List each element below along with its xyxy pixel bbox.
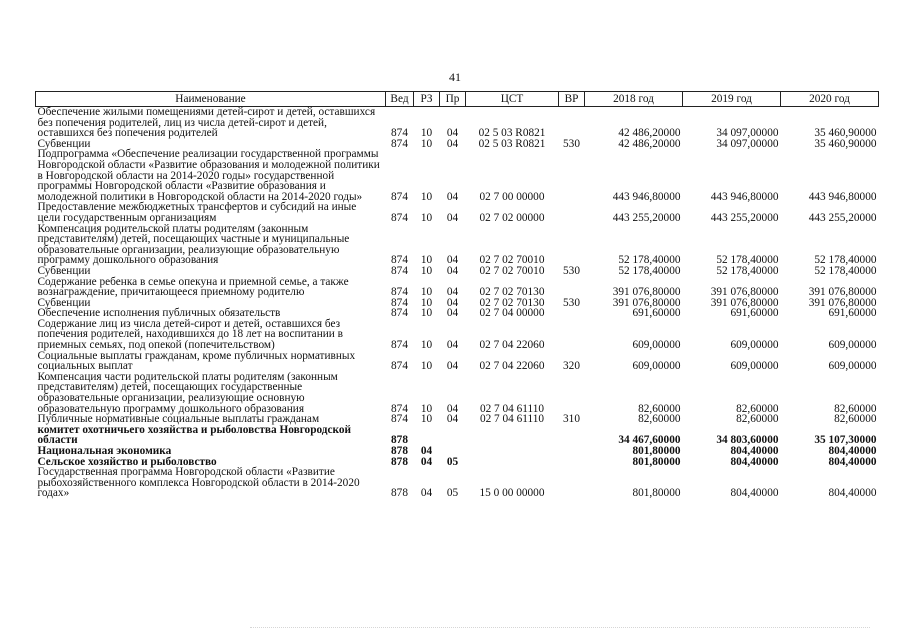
cell-2018: 34 467,60000 [618, 434, 681, 447]
cell-name: Сельское хозяйство и рыболовство [37, 455, 217, 468]
cell-rz: 10 [420, 286, 433, 299]
table-row [36, 425, 879, 446]
cell-2019: 391 076,80000 [710, 296, 779, 309]
cell-name: Содержание ребенка в семье опекуна и приемной семье, а также вознаграждение, причитающееся приемному родителю [37, 275, 349, 299]
cell-pr: 04 [446, 339, 459, 352]
cell-name: Обеспечение исполнения публичных обязательств [37, 307, 281, 320]
cell-vr [559, 425, 585, 446]
cell-2020: 82,60000 [834, 413, 877, 426]
cell-2019: 34 803,60000 [716, 434, 779, 447]
cell-2018: 42 486,20000 [618, 127, 681, 140]
cell-rz: 10 [420, 296, 433, 309]
cell-pr: 05 [446, 487, 459, 500]
cell-2020: 691,60000 [828, 307, 877, 320]
cell-ved: 874 [391, 307, 408, 320]
cell-2020: 804,40000 [828, 487, 877, 500]
cell-cst: 02 5 03 R0821 [478, 137, 546, 150]
cell-ved: 874 [391, 264, 408, 277]
table-header-row [36, 92, 879, 107]
cell-2018: 609,00000 [632, 339, 681, 352]
table-row [36, 149, 879, 202]
header-pr: Пр [440, 92, 466, 107]
cell-cst: 02 7 04 22060 [479, 339, 545, 352]
cell-rz [414, 425, 440, 446]
table-row [36, 467, 879, 499]
cell-2020: 804,40000 [828, 455, 877, 468]
cell-name: Предоставление межбюджетных трансфертов и субсидий на иные цели государственным организациям [37, 201, 357, 224]
cell-name: Компенсация части родительской платы родителям (законным представителям) детей, посещающих государственные образовательные организации, реализующие основную образовательную программу дошкольного образования [37, 370, 338, 415]
table-row [36, 351, 879, 372]
cell-name: Социальные выплаты гражданам, кроме публичных нормативных социальных выплат [37, 349, 356, 373]
cell-vr [559, 224, 585, 266]
cell-pr: 04 [446, 137, 459, 150]
cell-ved: 874 [391, 402, 408, 415]
cell-vr: 530 [563, 137, 580, 150]
cell-ved: 874 [391, 296, 408, 309]
cell-rz: 04 [420, 455, 433, 468]
cell-pr: 04 [446, 286, 459, 299]
cell-pr: 04 [446, 307, 459, 320]
cell-cst [466, 457, 559, 468]
cell-2019: 609,00000 [730, 339, 779, 352]
cell-ved: 874 [391, 360, 408, 373]
cell-vr: 310 [563, 413, 580, 426]
cell-name: Компенсация родительской платы родителям (законным представителям) детей, посещающих частные и муниципальные образовательные организации, реализующие образовательную программу дошкольного образования [37, 222, 350, 267]
cell-2019: 443 946,80000 [710, 190, 779, 203]
cell-ved: 874 [391, 190, 408, 203]
cell-2020: 82,60000 [834, 402, 877, 415]
cell-ved: 874 [391, 413, 408, 426]
cell-vr [559, 319, 585, 351]
cell-pr: 04 [446, 413, 459, 426]
cell-pr: 04 [446, 296, 459, 309]
cell-ved: 878 [391, 434, 408, 447]
cell-2019: 82,60000 [736, 402, 779, 415]
cell-rz: 10 [420, 264, 433, 277]
cell-2018: 391 076,80000 [612, 296, 681, 309]
cell-vr: 530 [563, 264, 580, 277]
cell-2018: 801,80000 [632, 445, 681, 457]
cell-cst: 02 7 04 61110 [479, 413, 545, 426]
cell-2019: 34 097,00000 [716, 137, 779, 150]
scan-artifact [250, 627, 870, 634]
cell-pr: 04 [446, 190, 459, 203]
cell-2020: 391 076,80000 [808, 286, 877, 299]
cell-ved: 874 [391, 339, 408, 352]
table-row [36, 107, 879, 139]
cell-cst: 02 7 02 70130 [479, 296, 545, 309]
cell-2019: 691,60000 [730, 307, 779, 320]
cell-cst: 02 7 04 00000 [479, 307, 545, 320]
cell-vr [559, 467, 585, 499]
cell-2018: 391 076,80000 [612, 286, 681, 299]
cell-vr [559, 107, 585, 139]
cell-ved: 878 [391, 487, 408, 500]
header-vr: ВР [559, 92, 585, 107]
cell-pr: 04 [446, 264, 459, 277]
cell-cst: 15 0 00 00000 [479, 487, 545, 500]
cell-name: Субвенции [37, 264, 91, 277]
cell-2020: 609,00000 [828, 360, 877, 373]
cell-vr [559, 457, 585, 468]
cell-2020: 391 076,80000 [808, 296, 877, 309]
cell-2019: 804,40000 [730, 487, 779, 500]
table-row [36, 224, 879, 266]
cell-rz: 10 [420, 190, 433, 203]
cell-ved: 874 [391, 254, 408, 267]
cell-name: Субвенции [37, 296, 91, 309]
cell-cst: 02 7 04 22060 [479, 360, 545, 373]
cell-2019: 52 178,40000 [716, 264, 779, 277]
cell-2019: 391 076,80000 [710, 286, 779, 299]
table-row [36, 277, 879, 298]
cell-rz: 10 [420, 211, 433, 224]
table-row [36, 446, 879, 457]
cell-ved: 878 [391, 445, 408, 457]
cell-vr [559, 446, 585, 457]
cell-ved: 874 [391, 211, 408, 224]
cell-2019: 804,40000 [730, 445, 779, 457]
header-2018: 2018 год [585, 92, 683, 107]
cell-pr: 04 [446, 360, 459, 373]
cell-vr: 320 [563, 360, 580, 373]
header-ved: Вед [386, 92, 414, 107]
cell-vr [559, 372, 585, 414]
cell-2019: 804,40000 [730, 455, 779, 468]
cell-2018: 801,80000 [632, 487, 681, 500]
cell-2019: 609,00000 [730, 360, 779, 373]
cell-2020: 35 460,90000 [814, 127, 877, 140]
cell-ved: 874 [391, 127, 408, 140]
table-row [36, 266, 879, 277]
cell-name: Подпрограмма «Обеспечение реализации государственной программы Новгородской области «Развитие образования и молодежной политики в Новгородской области на 2014-2020 годы» государственной программы Новгородской области «Развитие образования и молодежной политики в Новгородской области на 2014-2020 годы» [37, 148, 380, 203]
table-row [36, 319, 879, 351]
cell-vr [559, 202, 585, 223]
cell-name: Публичные нормативные социальные выплаты гражданам [37, 413, 320, 426]
cell-vr [559, 149, 585, 202]
cell-name: Содержание лиц из числа детей-сирот и детей, оставшихся без попечения родителей, находившихся до 18 лет на воспитании в приемных семьях, под опекой (попечительством) [37, 317, 343, 352]
cell-name: Обеспечение жилыми помещениями детей-сирот и детей, оставшихся без попечения родителей, лиц из числа детей-сирот и детей, оставшихся без попечения родителей [37, 106, 376, 140]
cell-vr [559, 277, 585, 298]
cell-rz: 04 [420, 487, 433, 500]
cell-name: Государственная программа Новгородской области «Развитие рыбохозяйственного комплекса Новгородской области в 2014-2020 годах» [37, 466, 360, 500]
cell-rz: 10 [420, 137, 433, 150]
cell-2018: 691,60000 [632, 307, 681, 320]
cell-2019: 443 255,20000 [710, 211, 779, 224]
cell-cst: 02 7 02 70010 [479, 254, 545, 267]
cell-2020: 35 460,90000 [814, 137, 877, 150]
cell-2018: 609,00000 [632, 360, 681, 373]
cell-2018: 42 486,20000 [618, 137, 681, 150]
cell-name: Национальная экономика [37, 445, 172, 457]
cell-cst [466, 446, 559, 457]
header-2019: 2019 год [683, 92, 781, 107]
cell-vr: 530 [563, 296, 580, 309]
cell-ved: 878 [391, 455, 408, 468]
cell-rz: 04 [420, 445, 433, 457]
cell-vr [559, 308, 585, 319]
cell-2018: 82,60000 [638, 413, 681, 426]
cell-2020: 52 178,40000 [814, 264, 877, 277]
cell-2020: 804,40000 [828, 445, 877, 457]
cell-2018: 443 255,20000 [612, 211, 681, 224]
cell-cst: 02 7 04 61110 [479, 402, 545, 415]
cell-2018: 443 946,80000 [612, 190, 681, 203]
cell-2019: 34 097,00000 [716, 127, 779, 140]
cell-ved: 874 [391, 286, 408, 299]
cell-2020: 35 107,30000 [814, 434, 877, 447]
cell-cst: 02 7 00 00000 [479, 190, 545, 203]
cell-name: Субвенции [37, 137, 91, 150]
cell-cst: 02 7 02 00000 [479, 211, 545, 224]
cell-ved: 874 [391, 137, 408, 150]
cell-pr: 04 [446, 127, 459, 140]
header-name: Наименование [36, 92, 386, 107]
header-2020: 2020 год [781, 92, 879, 107]
cell-2019: 82,60000 [736, 413, 779, 426]
cell-2020: 443 946,80000 [808, 190, 877, 203]
cell-rz: 10 [420, 413, 433, 426]
cell-pr: 05 [446, 455, 459, 468]
header-rz: РЗ [414, 92, 440, 107]
cell-name: комитет охотничьего хозяйства и рыболовства Новгородской области [37, 423, 352, 447]
cell-2018: 82,60000 [638, 402, 681, 415]
table-row [36, 372, 879, 414]
cell-2019: 52 178,40000 [716, 254, 779, 267]
cell-rz: 10 [420, 254, 433, 267]
cell-2020: 443 255,20000 [808, 211, 877, 224]
cell-pr [440, 425, 466, 446]
cell-2018: 52 178,40000 [618, 264, 681, 277]
budget-table [35, 91, 879, 499]
cell-rz: 10 [420, 127, 433, 140]
cell-pr [440, 446, 466, 457]
cell-cst: 02 7 02 70130 [479, 286, 545, 299]
cell-rz: 10 [420, 339, 433, 352]
page-number: 41 [449, 70, 461, 84]
cell-rz: 10 [420, 402, 433, 415]
cell-2018: 52 178,40000 [618, 254, 681, 267]
header-cst: ЦСТ [466, 92, 559, 107]
cell-2020: 52 178,40000 [814, 254, 877, 267]
cell-rz: 10 [420, 360, 433, 373]
cell-pr: 04 [446, 402, 459, 415]
cell-pr: 04 [446, 254, 459, 267]
cell-2018: 801,80000 [632, 455, 681, 468]
cell-rz: 10 [420, 307, 433, 320]
table-row [36, 202, 879, 223]
cell-pr: 04 [446, 211, 459, 224]
cell-cst: 02 7 02 70010 [479, 264, 545, 277]
cell-cst [466, 425, 559, 446]
cell-cst: 02 5 03 R0821 [478, 127, 546, 140]
cell-2020: 609,00000 [828, 339, 877, 352]
